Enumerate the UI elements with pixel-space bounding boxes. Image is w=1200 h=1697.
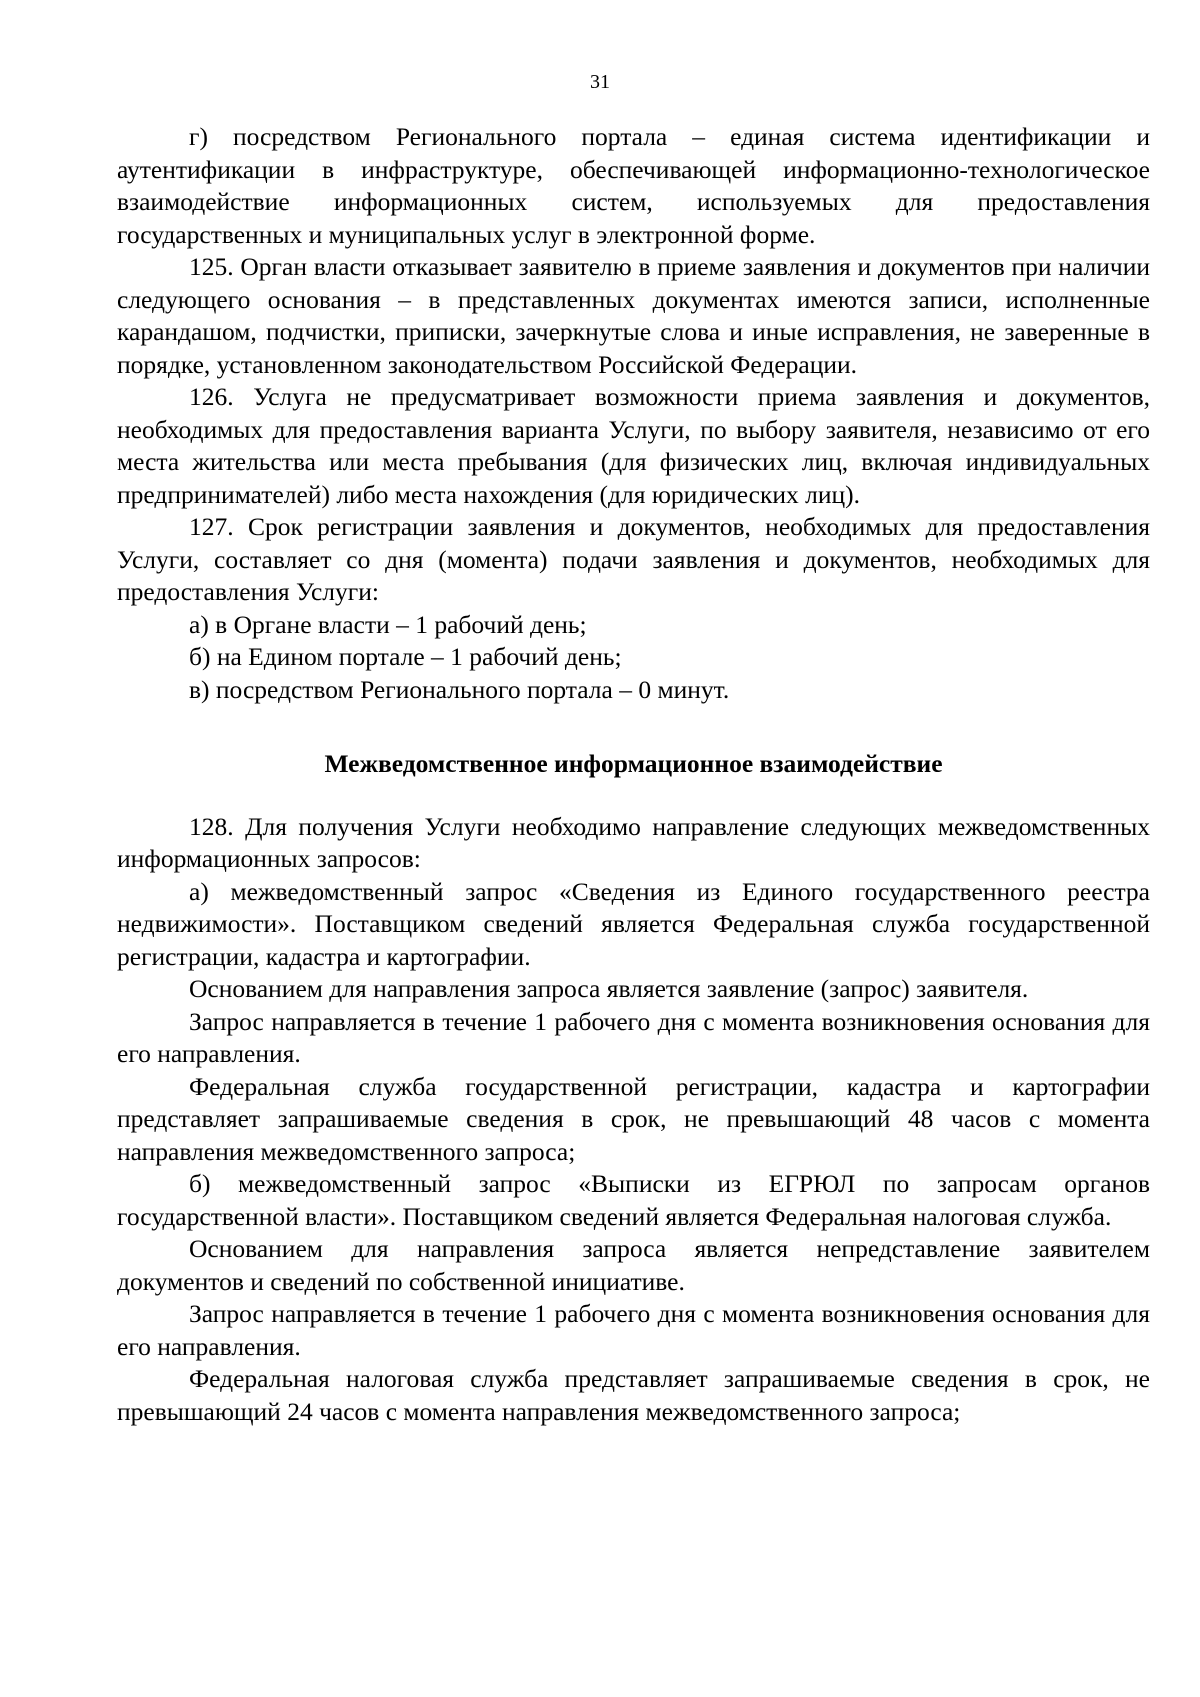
paragraph-125: 125. Орган власти отказывает заявителю в приеме заявления и документов при наличии следующего основания – в представленных документах имеются записи, исполненные карандашом, подчистки, приписки, зачеркнутые слова и иные исправления, не заверенные в порядке, установленном законодательством Российской Федерации. <box>117 252 1150 379</box>
list-item-a: а) в Органе власти – 1 рабочий день; <box>189 609 587 639</box>
list-item-b: б) на Едином портале – 1 рабочий день; <box>189 642 622 671</box>
paragraph-128-b: б) межведомственный запрос «Выписки из ЕГРЮЛ по запросам органов государственной власти». Поставщиком сведений является Федеральная налоговая служба. <box>117 1169 1150 1231</box>
paragraph-basis-a: Основанием для направления запроса является заявление (запрос) заявителя. <box>189 974 1029 1003</box>
list-item-v: в) посредством Регионального портала – 0 минут. <box>189 674 730 704</box>
paragraph-128: 128. Для получения Услуги необходимо направление следующих межведомственных информационных запросов: <box>117 811 1150 873</box>
paragraph-item-g: г) посредством Регионального портала – единая система идентификации и аутентификации в инфраструктуре, обеспечивающей информационно-технологическое взаимодействие информационных систем, используемых для предоставления государственных и муниципальных услуг в электронной форме. <box>117 122 1150 249</box>
document-body <box>117 121 1150 1428</box>
paragraph-timing-b: Запрос направляется в течение 1 рабочего дня с момента возникновения основания для его направления. <box>117 1299 1150 1361</box>
page-number: 31 <box>590 71 610 93</box>
paragraph-126: 126. Услуга не предусматривает возможности приема заявления и документов, необходимых для предоставления варианта Услуги, по выбору заявителя, независимо от его места жительства или места пребывания (для физических лиц, включая индивидуальных предпринимателей) либо места нахождения (для юридических лиц). <box>117 382 1150 509</box>
paragraph-response-b: Федеральная налоговая служба представляет запрашиваемые сведения в срок, не превышающий 24 часов с момента направления межведомственного запроса; <box>117 1364 1150 1426</box>
paragraph-timing-a: Запрос направляется в течение 1 рабочего дня с момента возникновения основания для его направления. <box>117 1006 1150 1068</box>
paragraph-127: 127. Срок регистрации заявления и документов, необходимых для предоставления Услуги, составляет со дня (момента) подачи заявления и документов, необходимых для предоставления Услуги: <box>117 512 1150 606</box>
paragraph-response-a: Федеральная служба государственной регистрации, кадастра и картографии представляет запрашиваемые сведения в срок, не превышающий 48 часов с момента направления межведомственного запроса; <box>117 1071 1150 1166</box>
paragraph-128-a: а) межведомственный запрос «Сведения из Единого государственного реестра недвижимости». Поставщиком сведений является Федеральная служба государственной регистрации, кадастра и картографии. <box>117 876 1150 971</box>
paragraph-basis-b: Основанием для направления запроса является непредставление заявителем документов и сведений по собственной инициативе. <box>117 1234 1150 1296</box>
section-heading: Межведомственное информационное взаимодействие <box>324 749 943 778</box>
